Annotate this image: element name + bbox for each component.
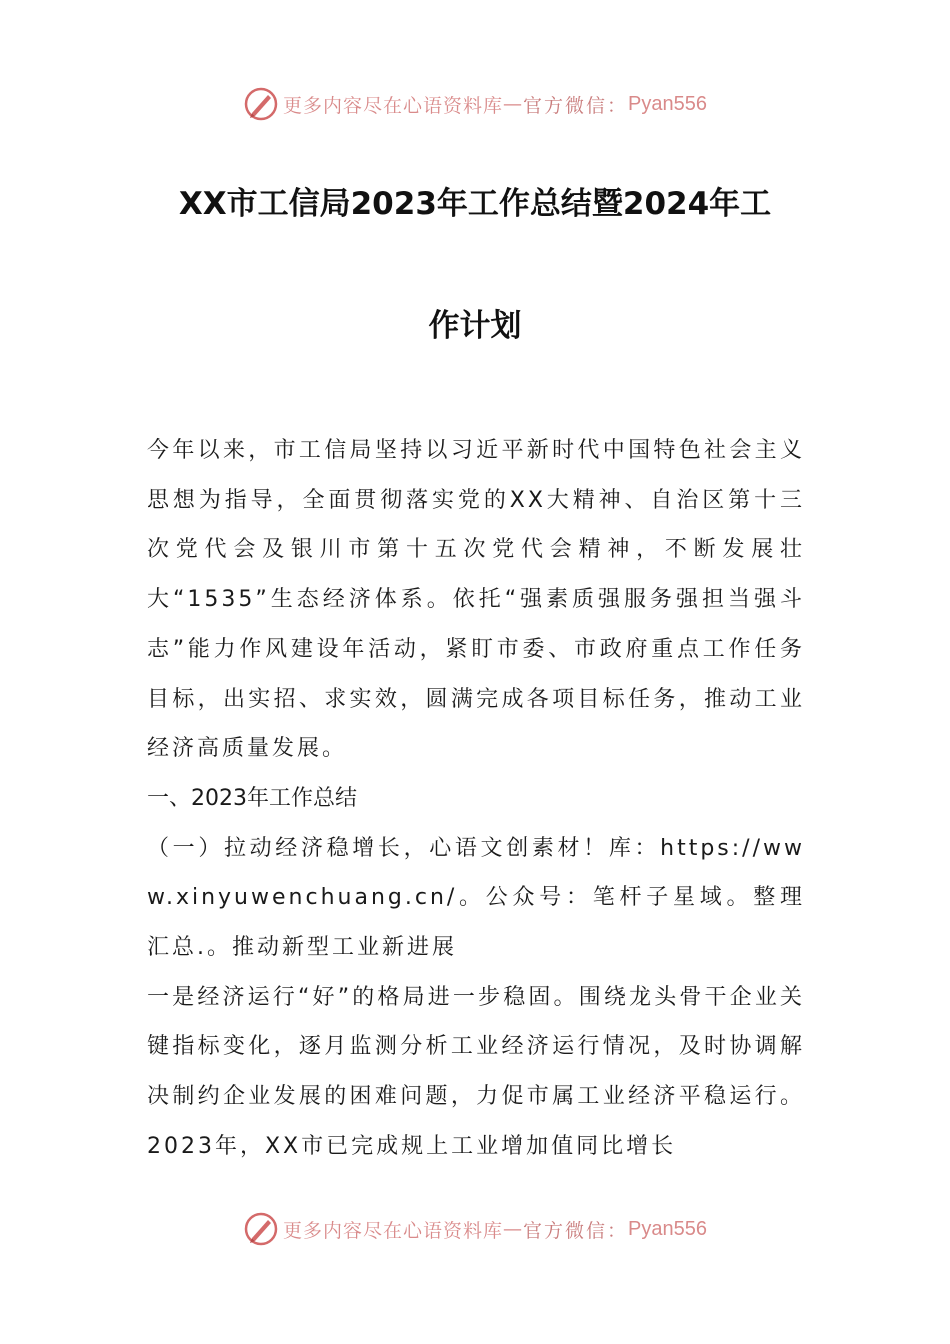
watermark-banner-bottom — [0, 1209, 950, 1249]
watermark-dash: — — [503, 1218, 524, 1240]
watermark-dash: — — [503, 93, 524, 115]
watermark-wechat-id: Pyan556 — [628, 1217, 707, 1240]
watermark-wechat-label: 官方微信： — [523, 1219, 629, 1242]
watermark-banner-top — [0, 84, 950, 124]
watermark-wechat-label: 官方微信： — [523, 94, 629, 117]
pen-logo-icon — [243, 1211, 279, 1247]
pen-logo-icon — [243, 86, 279, 122]
watermark-text: 更多内容尽在心语资料库 — [283, 1219, 504, 1242]
document-body — [147, 426, 805, 1172]
watermark-text: 更多内容尽在心语资料库 — [283, 94, 504, 117]
section-heading-1: 一、2023年工作总结 — [147, 785, 357, 811]
document-title-line-2: 作计划 — [428, 308, 522, 344]
paragraph-subheading-1: （一）拉动经济稳增长，心语文创素材！库：https://www.xinyuwenchuang.cn/。公众号：笔杆子星域。整理汇总.。推动新型工业新进展 — [147, 835, 805, 961]
paragraph-point-1: 一是经济运行“好”的格局进一步稳固。围绕龙头骨干企业关键指标变化，逐月监测分析工业经济运行情况，及时协调解决制约企业发展的困难问题，力促市属工业经济平稳运行。2023年，XX市已完成规上工业增加值同比增长 — [147, 984, 805, 1159]
document-title-line-1: XX市工信局2023年工作总结暨2024年工 — [178, 186, 772, 222]
watermark-wechat-id: Pyan556 — [628, 92, 707, 115]
paragraph-intro: 今年以来，市工信局坚持以习近平新时代中国特色社会主义思想为指导，全面贯彻落实党的XX大精神、自治区第十三次党代会及银川市第十五次党代会精神，不断发展壮大“1535”生态经济体系。依托“强素质强服务强担当强斗志”能力作风建设年活动，紧盯市委、市政府重点工作任务目标，出实招、求实效，圆满完成各项目标任务，推动工业经济高质量发展。 — [147, 438, 805, 762]
